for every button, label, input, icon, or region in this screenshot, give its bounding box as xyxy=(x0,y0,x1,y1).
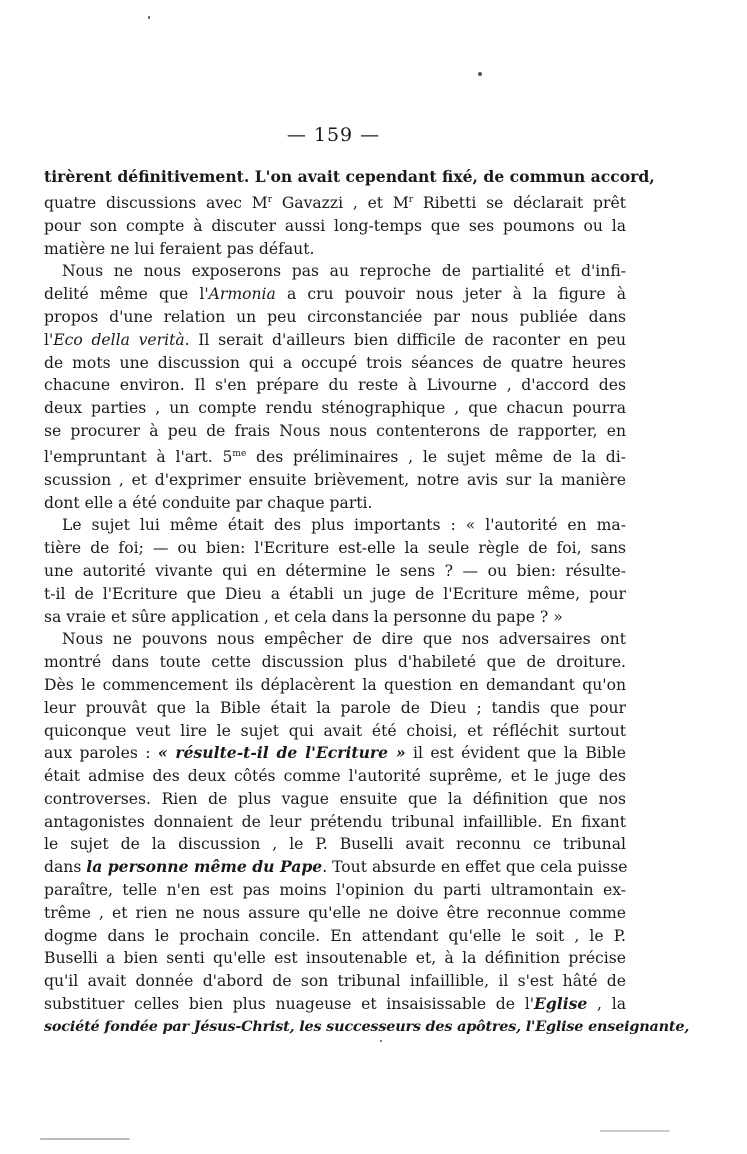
scan-speck xyxy=(148,16,150,19)
text-line: matière ne lui feraient pas défaut. xyxy=(44,239,315,258)
text-line: montré dans toute cette discussion plus d'habileté que de droiture. xyxy=(44,653,626,672)
text-line: l'empruntant à l'art. $5^{me}$ des préliminaires , le sujet même de la di- xyxy=(44,447,626,466)
scan-speck xyxy=(478,72,482,76)
superscript: me xyxy=(232,448,247,459)
text-line: scussion , et d'exprimer ensuite brièvement, notre avis sur la manière xyxy=(44,470,626,489)
quoted-phrase: « résulte-t-il de l'Ecriture » xyxy=(157,743,406,763)
text-line: trême , et rien ne nous assure qu'elle ne doive être reconnue comme xyxy=(44,903,626,922)
text-line: le sujet de la discussion , le P. Buselli avait reconnu ce tribunal xyxy=(44,835,626,854)
text-line: sa vraie et sûre application , et cela dans la personne du pape ? » xyxy=(44,607,563,626)
italic-term: Eglise xyxy=(534,994,588,1014)
text-line: était admise des deux côtés comme l'autorité suprême, et le juge des xyxy=(44,767,626,786)
text-line: société fondée par Jésus-Christ, les successeurs des apôtres, l'Eglise enseignante, xyxy=(44,1017,690,1035)
text-line: substituer celles bien plus nuageuse et insaisissable de l'Eglise , la xyxy=(44,994,626,1014)
text-line: tirèrent définitivement. L'on avait cependant fixé, de commun accord, xyxy=(44,167,655,186)
text-line: tière de foi; — ou bien: l'Ecriture est-elle la seule règle de foi, sans xyxy=(44,539,626,558)
text-line: leur prouvât que la Bible était la parole de Dieu ; tandis que pour xyxy=(44,698,626,717)
italic-term: la personne même du Pape xyxy=(86,857,323,877)
text-line: controverses. Rien de plus vague ensuite que la définition que nos xyxy=(44,789,626,808)
scan-speck xyxy=(600,1130,670,1132)
page-number: — 159 — xyxy=(286,124,381,146)
text-line: Nous ne nous exposerons pas au reproche de partialité et d'infi- xyxy=(62,262,626,281)
superscript: r xyxy=(408,194,414,205)
superscript: r xyxy=(267,194,273,205)
text-line: chacune environ. Il s'en prépare du reste à Livourne , d'accord des xyxy=(44,376,626,395)
text-line: quiconque veut lire le sujet qui avait été choisi, et réfléchit surtout xyxy=(44,721,626,740)
text-line: quatre discussions avec $M^r$ Gavazzi , et $M^r$ Ribetti se déclarait prêt xyxy=(44,193,626,212)
text-line: deux parties , un compte rendu sténographique , que chacun pourra xyxy=(44,399,626,418)
text-line: Le sujet lui même était des plus importants : « l'autorité en ma- xyxy=(62,516,626,535)
text-line: delité même que l'Armonia a cru pouvoir nous jeter à la figure à xyxy=(44,285,626,304)
text-line: de mots une discussion qui a occupé trois séances de quatre heures xyxy=(44,353,626,372)
text-line: qu'il avait donnée d'abord de son tribunal infaillible, il s'est hâté de xyxy=(44,972,626,991)
italic-term: Eco della verità xyxy=(53,330,185,349)
text-line: Buselli a bien senti qu'elle est insoutenable et, à la définition précise xyxy=(44,949,626,968)
text-line: dont elle a été conduite par chaque parti. xyxy=(44,493,373,512)
text-line: t-il de l'Ecriture que Dieu a établi un juge de l'Ecriture même, pour xyxy=(44,584,626,603)
text-line: pour son compte à discuter aussi long-temps que ses poumons ou la xyxy=(44,216,626,235)
text-line: propos d'une relation un peu circonstanciée par nous publiée dans xyxy=(44,307,626,326)
text-line: l'Eco della verità. Il serait d'ailleurs bien difficile de raconter en peu xyxy=(44,330,626,349)
scan-speck xyxy=(380,1040,382,1042)
text-line: Dès le commencement ils déplacèrent la question en demandant qu'on xyxy=(44,675,626,694)
text-line: antagonistes donnaient de leur prétendu tribunal infaillible. En fixant xyxy=(44,812,626,831)
text-line: aux paroles : « résulte-t-il de l'Ecriture » il est évident que la Bible xyxy=(44,743,626,763)
page-body xyxy=(44,166,690,1039)
text-line: paraître, telle n'en est pas moins l'opinion du parti ultramontain ex- xyxy=(44,881,626,900)
text-line: dogme dans le prochain concile. En attendant qu'elle le soit , le P. xyxy=(44,926,626,945)
paragraph xyxy=(44,514,626,628)
text-line: une autorité vivante qui en détermine le sens ? — ou bien: résulte- xyxy=(44,561,626,580)
paragraph xyxy=(44,166,655,260)
italic-term: Armonia xyxy=(208,285,276,304)
paragraph xyxy=(44,628,690,1038)
text-line: Nous ne pouvons nous empêcher de dire que nos adversaires ont xyxy=(62,630,626,649)
text-line: dans la personne même du Pape. Tout absurde en effet que cela puisse xyxy=(44,857,628,877)
scan-speck xyxy=(40,1138,130,1140)
text-line: se procurer à peu de frais Nous nous contenterons de rapporter, en xyxy=(44,421,626,440)
paragraph xyxy=(44,260,626,514)
